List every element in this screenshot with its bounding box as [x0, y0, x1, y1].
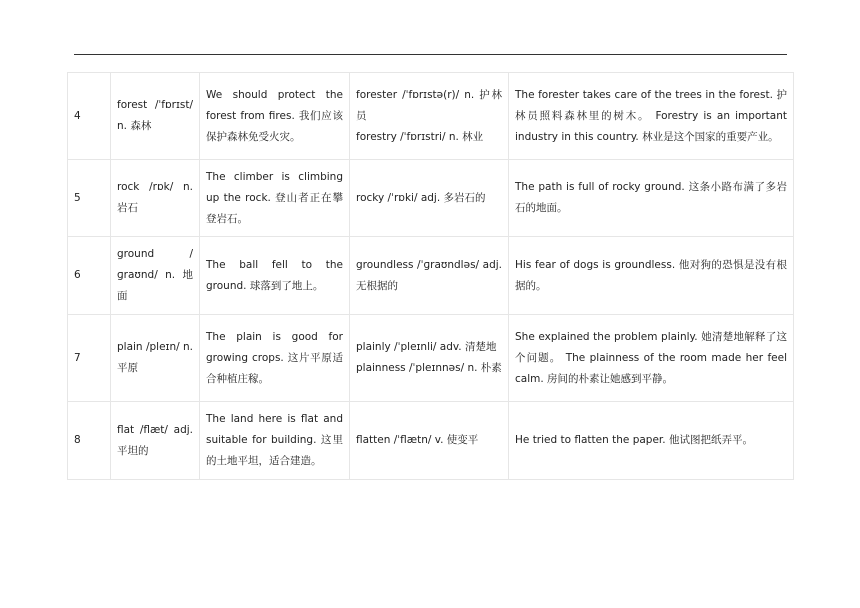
derivative-item: groundless /ˈɡraʊndləs/ adj. 无根据的 — [356, 258, 502, 292]
headword-cell: plain /pleɪn/ n. 平原 — [111, 315, 200, 402]
derivative-item: flatten /ˈflætn/ v. 使变平 — [356, 434, 479, 446]
derivative-item: rocky /ˈrɒki/ adj. 多岩石的 — [356, 191, 486, 204]
row-number: 4 — [68, 73, 111, 160]
example-cell: The climber is climbing up the rock. 登山者正在攀登岩石。 — [200, 160, 350, 237]
example-cell: The plain is good for growing crops. 这片平原适合种植庄稼。 — [200, 315, 350, 402]
headword-cell: flat /flæt/ adj. 平坦的 — [111, 402, 200, 480]
derivative-item: forestry /ˈfɒrɪstri/ n. 林业 — [356, 130, 484, 143]
header-rule — [74, 54, 787, 55]
table-row — [68, 160, 794, 237]
derivative-item: forester /ˈfɒrɪstə(r)/ n. 护林员 — [356, 88, 502, 122]
table-row — [68, 315, 794, 402]
table-row — [68, 402, 794, 480]
example-cell: The ball fell to the ground. 球落到了地上。 — [200, 237, 350, 315]
sentence-cell: She explained the problem plainly. 她清楚地解释了这个问题。 The plainness of the room made her feel calm. 房间的朴素让她感到平静。 — [509, 315, 794, 402]
derivatives-cell — [350, 402, 509, 480]
sentence-cell: The path is full of rocky ground. 这条小路布满了多岩石的地面。 — [509, 160, 794, 237]
row-number: 7 — [68, 315, 111, 402]
row-number: 8 — [68, 402, 111, 480]
row-number: 5 — [68, 160, 111, 237]
row-number: 6 — [68, 237, 111, 315]
derivative-item: plainly /ˈpleɪnli/ adv. 清楚地 — [356, 341, 497, 353]
derivatives-cell — [350, 73, 509, 160]
sentence-cell: He tried to flatten the paper. 他试图把纸弄平。 — [509, 402, 794, 480]
derivatives-cell — [350, 315, 509, 402]
example-cell: The land here is flat and suitable for building. 这里的土地平坦，适合建造。 — [200, 402, 350, 480]
vocabulary-table — [67, 72, 794, 480]
derivatives-cell — [350, 160, 509, 237]
headword-cell: ground /ɡraʊnd/ n. 地面 — [111, 237, 200, 315]
sentence-cell: His fear of dogs is groundless. 他对狗的恐惧是没有根据的。 — [509, 237, 794, 315]
example-cell: We should protect the forest from fires. 我们应该保护森林免受火灾。 — [200, 73, 350, 160]
derivative-item: plainness /ˈpleɪnnəs/ n. 朴素 — [356, 362, 502, 374]
table-row — [68, 73, 794, 160]
sentence-cell: The forester takes care of the trees in the forest. 护林员照料森林里的树木。 Forestry is an important industry in this country. 林业是这个国家的重要产业。 — [509, 73, 794, 160]
table-row — [68, 237, 794, 315]
headword-cell: rock /rɒk/ n. 岩石 — [111, 160, 200, 237]
derivatives-cell — [350, 237, 509, 315]
headword-cell: forest /ˈfɒrɪst/ n. 森林 — [111, 73, 200, 160]
